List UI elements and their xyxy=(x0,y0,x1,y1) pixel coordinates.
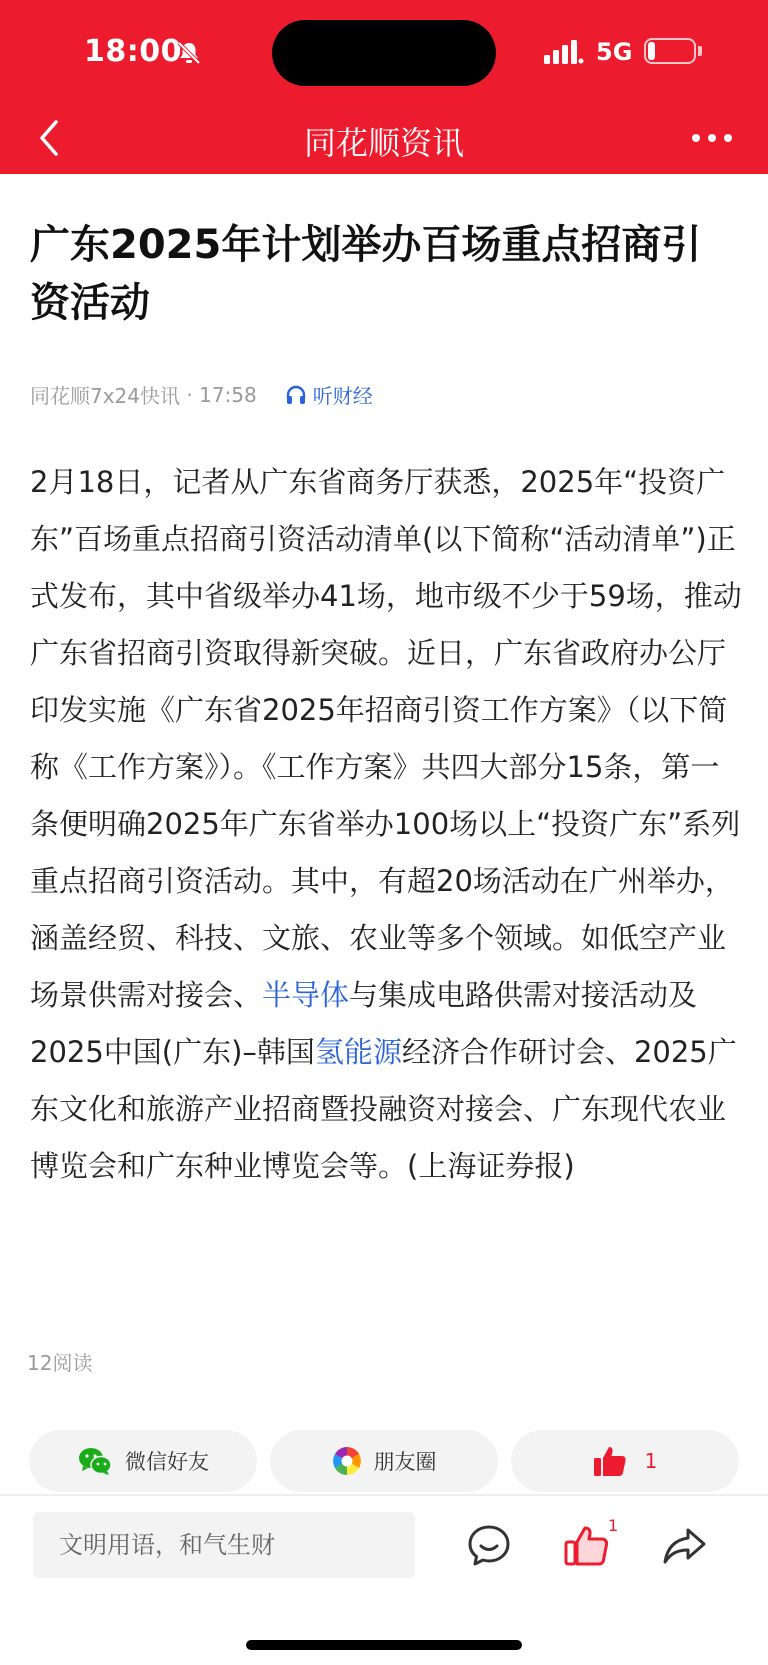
moments-icon xyxy=(332,1446,362,1476)
article-meta xyxy=(30,380,373,409)
body-text-1: 2月18日，记者从广东省商务厅获悉，2025年“投资广东”百场重点招商引资活动清单(以下简称“活动清单”)正式发布，其中省级举办41场，地市级不少于59场，推动广东省招商引资取得新突破。近日，广东省政府办公厅印发实施《广东省2025年招商引资工作方案》（以下简称《工作方案》）。《工作方案》共四大部分15条，第一条便明确2025年广东省举办100场以上“投资广东”系列重点招商引资活动。其中，有超20场活动在广州举办，涵盖经贸、科技、文旅、农业等多个领域。如低空产业场景供需对接会、 xyxy=(30,465,742,1012)
comment-icon[interactable] xyxy=(465,1522,513,1570)
link-semiconductor[interactable]: 半导体 xyxy=(262,978,350,1012)
share-moments-button[interactable] xyxy=(270,1430,498,1492)
nav-title: 同花顺资讯 xyxy=(303,124,464,162)
headphones-icon xyxy=(285,384,307,406)
like-count: 1 xyxy=(644,1449,658,1473)
body-text-2: 与集成电路供需对接活动及2025中国(广东)–韩国 xyxy=(30,978,698,1069)
status-bar xyxy=(0,0,768,104)
header xyxy=(0,0,768,174)
bottom-divider xyxy=(0,1494,768,1496)
article-title: 广东2025年计划举办百场重点招商引资活动 xyxy=(30,222,702,326)
thumbs-up-outline-icon[interactable] xyxy=(562,1522,610,1570)
signal-icon xyxy=(544,40,584,64)
wechat-icon xyxy=(77,1446,113,1476)
read-count: 12阅读 xyxy=(27,1351,93,1375)
share-wechat-button[interactable] xyxy=(29,1430,257,1492)
network-type: 5G xyxy=(596,38,633,66)
battery-cap xyxy=(698,46,702,56)
body-text-3: 经济合作研讨会、2025广东文化和旅游产业招商暨投融资对接会、广东现代农业博览会和广东种业博览会等。(上海证券报) xyxy=(30,1035,737,1183)
listen-button[interactable] xyxy=(285,380,373,409)
nav-bar xyxy=(0,104,768,174)
meta-separator: · xyxy=(180,382,200,407)
article-source: 同花顺7x24快讯 xyxy=(30,384,181,408)
bell-muted-icon xyxy=(176,40,202,66)
listen-label: 听财经 xyxy=(312,384,373,408)
battery-icon xyxy=(644,38,696,64)
dynamic-island xyxy=(272,20,496,86)
share-wechat-label: 微信好友 xyxy=(125,1450,209,1474)
like-badge: 1 xyxy=(608,1516,619,1535)
share-forward-icon[interactable] xyxy=(660,1522,708,1570)
thumbs-up-filled-icon xyxy=(593,1445,627,1477)
article-time: 17:58 xyxy=(199,382,257,407)
like-pill-button[interactable] xyxy=(511,1430,739,1492)
article-body xyxy=(30,454,742,1195)
home-indicator xyxy=(246,1640,522,1650)
link-hydrogen-energy[interactable]: 氢能源 xyxy=(314,1035,402,1069)
status-time: 18:00 xyxy=(84,34,182,69)
comment-input[interactable]: 文明用语，和气生财 xyxy=(33,1512,415,1578)
more-icon[interactable] xyxy=(690,126,734,150)
share-moments-label: 朋友圈 xyxy=(373,1450,437,1474)
